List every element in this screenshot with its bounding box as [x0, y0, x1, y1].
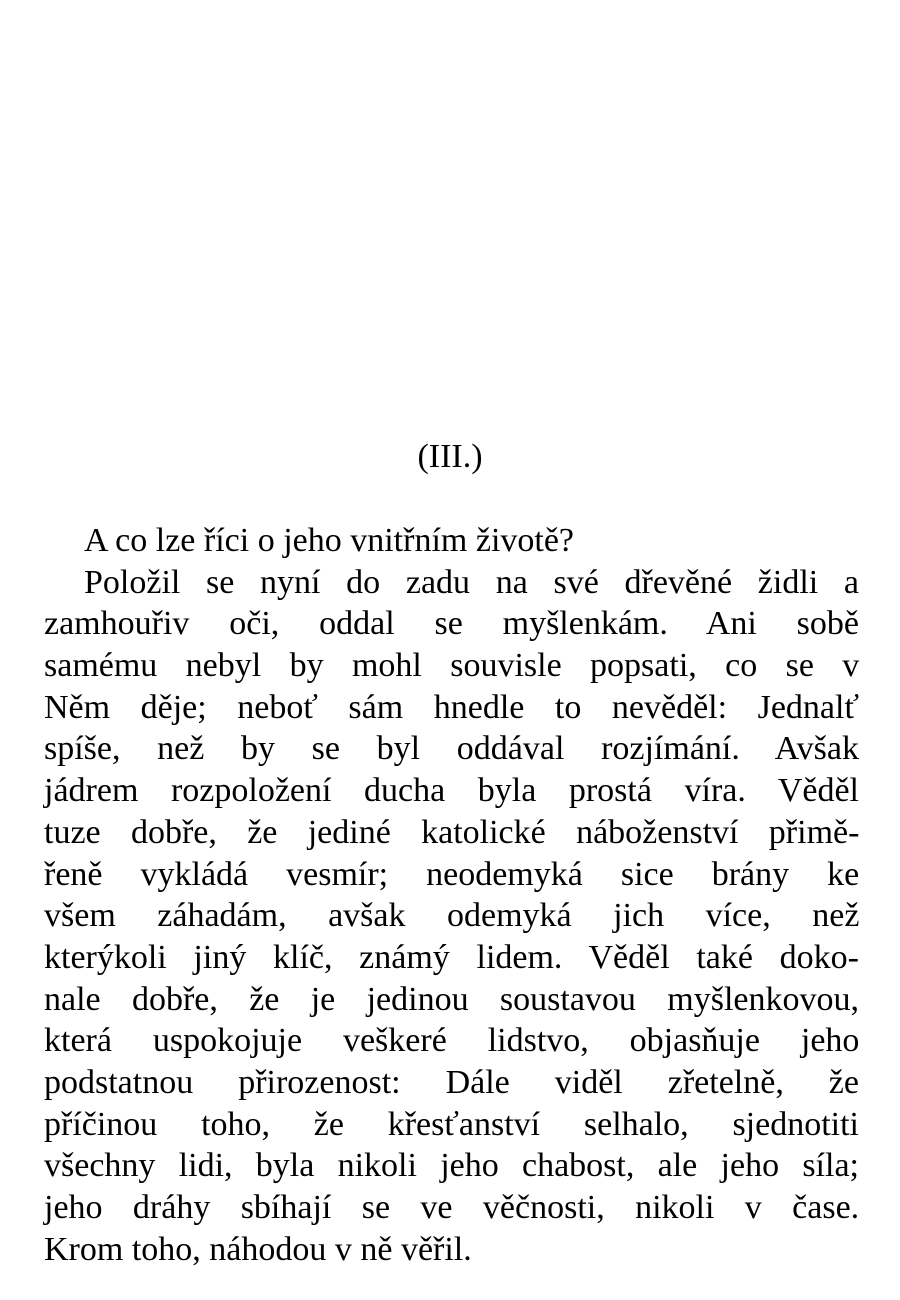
text-line: Položil se nyní do zadu na své dřevěné židli a — [84, 563, 859, 601]
text-line: jeho dráhy sbíhají se ve věčnosti, nikoli v čase. — [44, 1189, 860, 1226]
text-line: která uspokojuje veškeré lidstvo, objasňuje jeho — [44, 1022, 860, 1060]
text-line: A co lze říci o jeho vnitřním životě? — [84, 522, 575, 559]
text-line: všem záhadám, avšak odemyká jich více, než — [44, 897, 860, 935]
text-line: všechny lidi, byla nikoli jeho chabost, ale jeho síla; — [44, 1147, 859, 1185]
text-line: příčinou toho, že křesťanství selhalo, sjednotiti — [44, 1105, 859, 1143]
text-line: nale dobře, že je jedinou soustavou myšlenkovou, — [44, 980, 859, 1018]
body-text — [44, 520, 859, 1270]
text-line: spíše, než by se byl oddával rozjímání. Avšak — [44, 730, 859, 768]
text-line: tuze dobře, že jediné katolické náboženství přimě- — [44, 813, 860, 851]
text-line: podstatnou přirozenost: Dále viděl zřetelně, že — [44, 1063, 859, 1101]
section-heading: (III.) — [417, 438, 483, 475]
text-line: zamhouřiv oči, oddal se myšlenkám. Ani sobě — [44, 605, 859, 643]
text-line: řeně vykládá vesmír; neodemyká sice brány ke — [44, 855, 860, 893]
text-line: Krom toho, náhodou v ně věřil. — [44, 1230, 472, 1268]
text-line: kterýkoli jiný klíč, známý lidem. Věděl také doko- — [44, 938, 859, 976]
text-line: Něm děje; neboť sám hnedle to nevěděl: Jednalť — [44, 688, 859, 726]
text-line: jádrem rozpoložení ducha byla prostá víra. Věděl — [44, 772, 859, 810]
text-line: samému nebyl by mohl souvisle popsati, co se v — [44, 647, 860, 685]
